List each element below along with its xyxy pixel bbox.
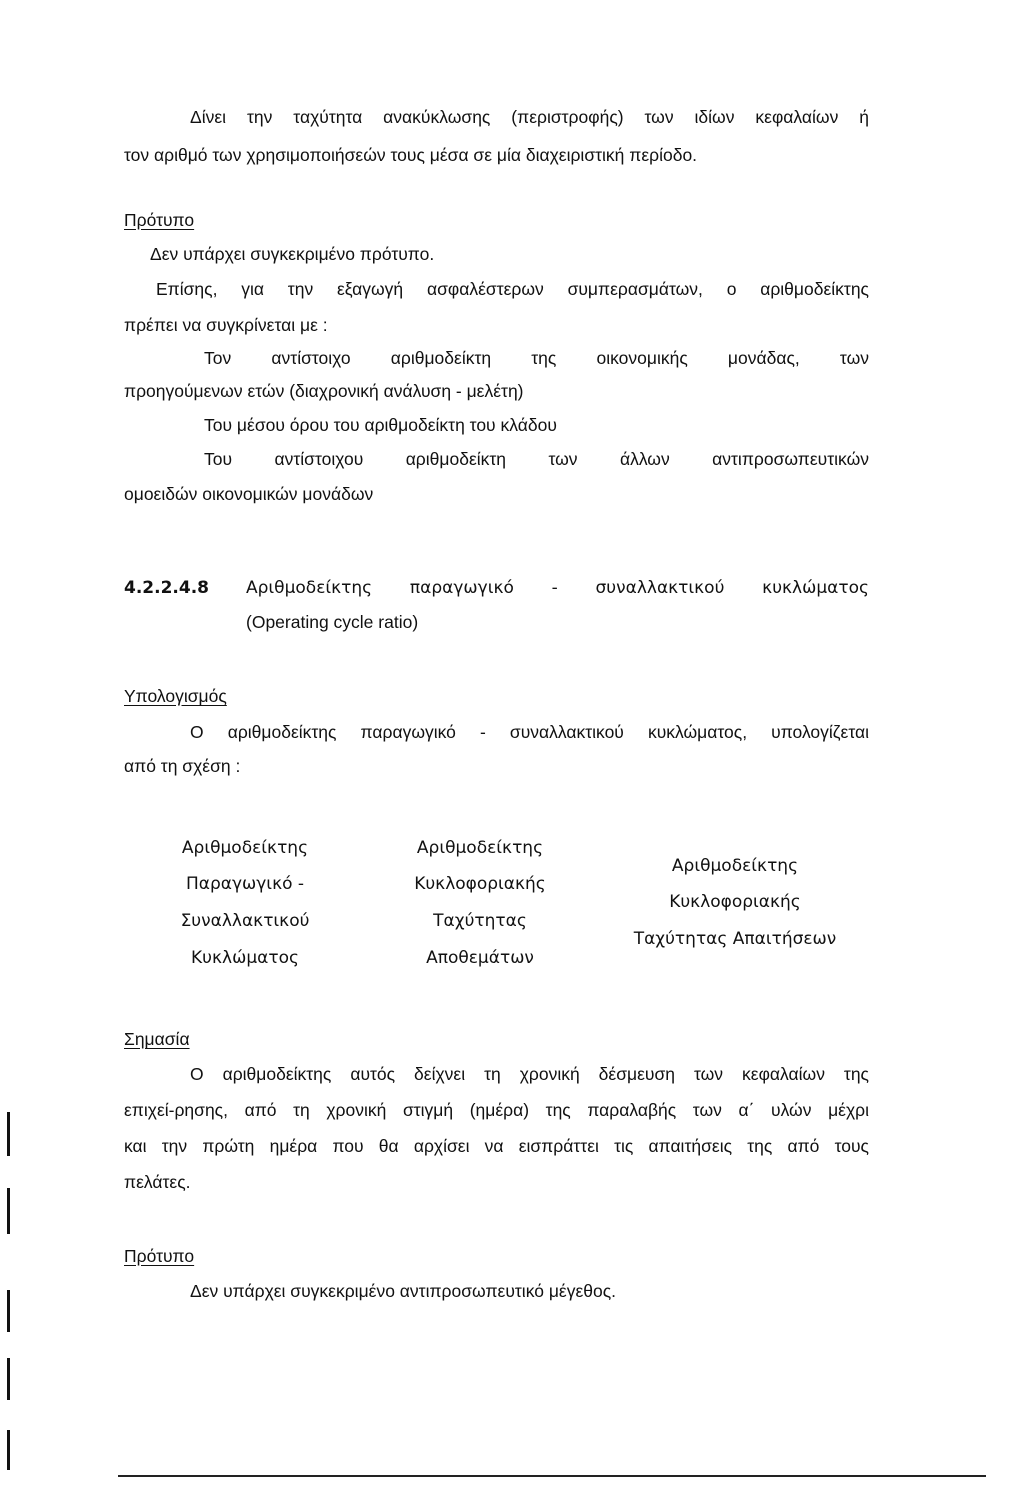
formula-line: Αριθμοδείκτης [181,838,309,858]
margin-change-bar [7,1188,10,1234]
formula-term-inventory-turnover [375,838,585,978]
section-subtitle: (Operating cycle ratio) [246,612,419,632]
formula-line: Παραγωγικό - [185,874,305,894]
simasia-text-2: επιχεί-ρησης, από τη χρονική στιγμή (ημέρα) της παραλαβής των α΄ υλών μέχρι [124,1100,869,1120]
margin-change-bar [7,1358,10,1400]
formula-line: Κυκλώματος [191,948,299,968]
calc-heading: Υπολογισμός [124,686,227,706]
calc-text-1: Ο αριθμοδείκτης παραγωγικό - συναλλακτικού κυκλώματος, υπολογίζεται [190,722,869,742]
formula-line: Αποθεμάτων [426,948,534,968]
list-item-3b: ομοειδών οικονομικών μονάδων [124,484,374,504]
protypo2-text: Δεν υπάρχει συγκεκριμένο αντιπροσωπευτικό μέγεθος. [190,1281,617,1301]
simasia-text-3: και την πρώτη ημέρα που θα αρχίσει να εισπράττει τις απαιτήσεις της από τους [124,1136,869,1156]
simasia-text-4: πελάτες. [124,1172,191,1192]
section-number: 4.2.2.4.8 [124,578,209,598]
footer-rule [118,1475,986,1477]
formula-term-operating-cycle [150,838,340,978]
list-item-2: Του μέσου όρου του αριθμοδείκτη του κλάδου [204,415,557,435]
list-item-1b: προηγούμενων ετών (διαχρονική ανάλυση - μελέτη) [124,381,524,401]
intro-line-1: Δίνει την ταχύτητα ανακύκλωσης (περιστροφής) των ιδίων κεφαλαίων ή [190,107,869,127]
protypo-text: Δεν υπάρχει συγκεκριμένο πρότυπο. [150,244,435,264]
protypo-text-3: πρέπει να συγκρίνεται με : [124,315,328,335]
margin-change-bar [7,1430,10,1470]
intro-line-2: τον αριθμό των χρησιμοποιήσεών τους μέσα σε μία διαχειριστική περίοδο. [124,145,698,165]
formula-term-receivables-turnover [610,856,860,956]
formula-line: Συναλλακτικού [180,911,310,931]
section-heading-protypo: Πρότυπο [124,210,195,230]
calc-text-2: από τη σχέση : [124,756,241,776]
simasia-heading: Σημασία [124,1029,190,1049]
formula-line: Κυκλοφοριακής [669,892,801,912]
list-item-1a: Τον αντίστοιχο αριθμοδείκτη της οικονομικής μονάδας, των [204,348,869,368]
formula-line: Κυκλοφοριακής [414,874,546,894]
formula-line: Αριθμοδείκτης [671,856,799,876]
formula-line: Ταχύτητας [433,911,527,931]
list-item-3a: Του αντίστοιχου αριθμοδείκτη των άλλων αντιπροσωπευτικών [204,449,869,469]
formula-line: Αριθμοδείκτης [416,838,544,858]
section-title: Αριθμοδείκτης παραγωγικό - συναλλακτικού κυκλώματος [246,578,869,598]
protypo2-heading: Πρότυπο [124,1246,195,1266]
simasia-text-1: Ο αριθμοδείκτης αυτός δείχνει τη χρονική δέσμευση των κεφαλαίων της [190,1064,869,1084]
margin-change-bar [7,1290,10,1332]
margin-change-bar [7,1112,10,1156]
formula-line: Ταχύτητας Απαιτήσεων [633,929,837,949]
protypo-text-2: Επίσης, για την εξαγωγή ασφαλέστερων συμπερασμάτων, ο αριθμοδείκτης [156,279,869,299]
